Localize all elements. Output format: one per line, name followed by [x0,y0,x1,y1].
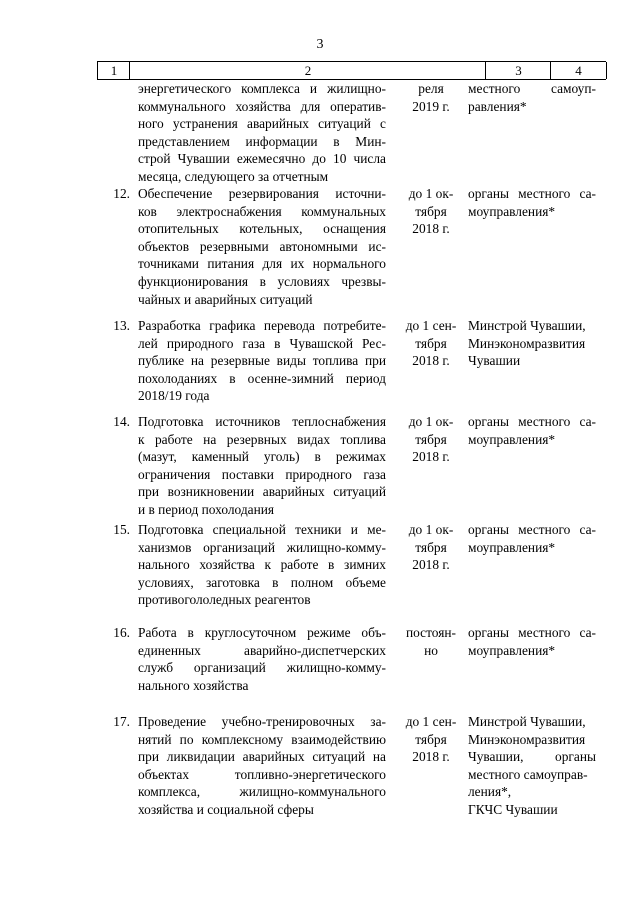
item-deadline [398,80,464,115]
item-number: 17. [113,714,130,729]
deadline-line: 2018 г. [412,449,450,465]
description-line: противогололедных реагентов [138,592,311,608]
description-line: при ликвидации аварийных ситуаций на [138,749,386,765]
responsible-line: Минстрой Чувашии, [468,318,586,333]
responsible-line: моуправления* [468,642,556,658]
responsible-line: ГКЧС Чувашии [468,801,558,817]
description-line: отопительных котельных, оснащения [138,221,386,237]
responsible-line: органы местного са- [468,414,596,429]
item-description [138,624,386,694]
description-line: Работа в круглосуточном режиме объ- [138,625,386,640]
description-line: к работе на резервных видах топлива [138,431,386,447]
item-description [138,317,386,405]
responsible-line: местного самоуправ- [468,766,588,782]
description-line: энергетического комплекса и жилищно- [138,81,386,96]
description-line: представлением информации в Мин- [138,133,386,149]
deadline-line: реля [418,81,444,96]
deadline-line: до 1 сен- [405,714,457,729]
responsible-line: моуправления* [468,203,556,219]
item-responsible [468,713,596,819]
deadline-line: тября [415,431,447,447]
responsible-line: органы местного са- [468,625,596,640]
item-responsible [468,80,596,115]
deadline-line: 2018 г. [412,557,450,573]
deadline-line: до 1 сен- [405,318,457,333]
item-deadline [398,713,464,766]
deadline-line: тября [415,539,447,555]
responsible-line: Чувашии [468,353,521,369]
deadline-line: тября [415,203,447,219]
description-line: лей природного газа в Чувашской Рес- [138,335,386,351]
description-line: ного устранения аварийных ситуаций с [138,116,386,132]
description-line: Обеспечение резервирования источни- [138,186,386,201]
item-description [138,521,386,609]
responsible-line: Чувашии, органы [468,749,596,765]
table-header-row [97,61,606,80]
description-line: ханизмов организаций жилищно-комму- [138,539,386,555]
item-description [138,80,386,186]
item-responsible [468,413,596,448]
responsible-line: моуправления* [468,431,556,447]
deadline-line: но [424,642,438,658]
description-line: Проведение учебно-тренировочных за- [138,714,386,729]
item-number: 15. [113,522,130,537]
description-line: (мазут, каменный уголь) в режимах [138,449,386,465]
item-description [138,185,386,308]
description-line: строй Чувашии ежемесячно до 10 числа [138,151,386,167]
description-line: похолоданиях в осенне-зимний период [138,370,386,386]
deadline-line: постоян- [405,625,457,640]
description-line: комплекса, жилищно-коммунального [138,784,386,800]
description-line: точниками питания для их нормального [138,256,386,272]
description-line: ограничения поставки природного газа [138,466,386,482]
responsible-line: Минстрой Чувашии, [468,714,586,729]
table-header-cell: 2 [129,62,486,79]
item-deadline [398,185,464,238]
description-line: условиях, заготовка в полном объеме [138,574,386,590]
description-line: хозяйства и социальной сферы [138,801,314,817]
item-deadline [398,521,464,574]
deadline-line: тября [415,731,447,747]
description-line: нального хозяйства к работе в зимних [138,557,386,573]
description-line: месяца, следующего за отчетным [138,168,329,184]
item-responsible [468,185,596,220]
table-header-cell: 3 [485,62,551,79]
responsible-line: органы местного са- [468,522,596,537]
deadline-line: тября [415,335,447,351]
description-line: объектов резервными автономными ис- [138,238,386,254]
item-responsible [468,521,596,556]
description-line: Разработка графика перевода потребите- [138,318,386,333]
page-number: 3 [316,37,324,52]
item-number: 16. [113,625,130,640]
item-number: 13. [113,318,130,333]
description-line: функционирования в условиях чрезвы- [138,273,386,289]
deadline-line: 2018 г. [412,221,450,237]
responsible-line: Минэкономразвития [468,335,586,351]
table-header-cell: 4 [550,62,607,79]
item-responsible [468,624,596,659]
item-number: 14. [113,414,130,429]
item-description [138,413,386,519]
description-line: нятий по комплексному взаимодействию [138,731,386,747]
table-header-cell: 1 [97,62,130,79]
item-deadline [398,624,464,659]
deadline-line: 2018 г. [412,353,450,369]
item-number: 12. [113,186,130,201]
item-description [138,713,386,819]
description-line: объектах топливно-энергетического [138,766,386,782]
responsible-line: местного самоуп- [468,81,596,96]
description-line: чайных и аварийных ситуаций [138,291,313,307]
description-line: Подготовка источников теплоснабжения [138,414,386,429]
deadline-line: до 1 ок- [408,522,454,537]
description-line: Подготовка специальной техники и ме- [138,522,386,537]
description-line: ков электроснабжения коммунальных [138,203,386,219]
deadline-line: 2018 г. [412,749,450,765]
description-line: при возникновении аварийных ситуаций [138,484,386,500]
deadline-line: до 1 ок- [408,414,454,429]
description-line: коммунального хозяйства для оператив- [138,98,386,114]
item-responsible [468,317,596,370]
description-line: публике на резервные виды топлива при [138,353,386,369]
description-line: единенных аварийно-диспетчерских [138,642,386,658]
item-deadline [398,317,464,370]
item-deadline [398,413,464,466]
responsible-line: Минэкономразвития [468,731,586,747]
description-line: 2018/19 года [138,388,210,404]
responsible-line: органы местного са- [468,186,596,201]
responsible-line: равления* [468,98,527,114]
description-line: и в период похолодания [138,501,275,517]
deadline-line: до 1 ок- [408,186,454,201]
deadline-line: 2019 г. [412,98,450,114]
responsible-line: моуправления* [468,539,556,555]
responsible-line: ления*, [468,784,512,800]
description-line: нального хозяйства [138,677,249,693]
description-line: служб организаций жилищно-комму- [138,660,386,676]
